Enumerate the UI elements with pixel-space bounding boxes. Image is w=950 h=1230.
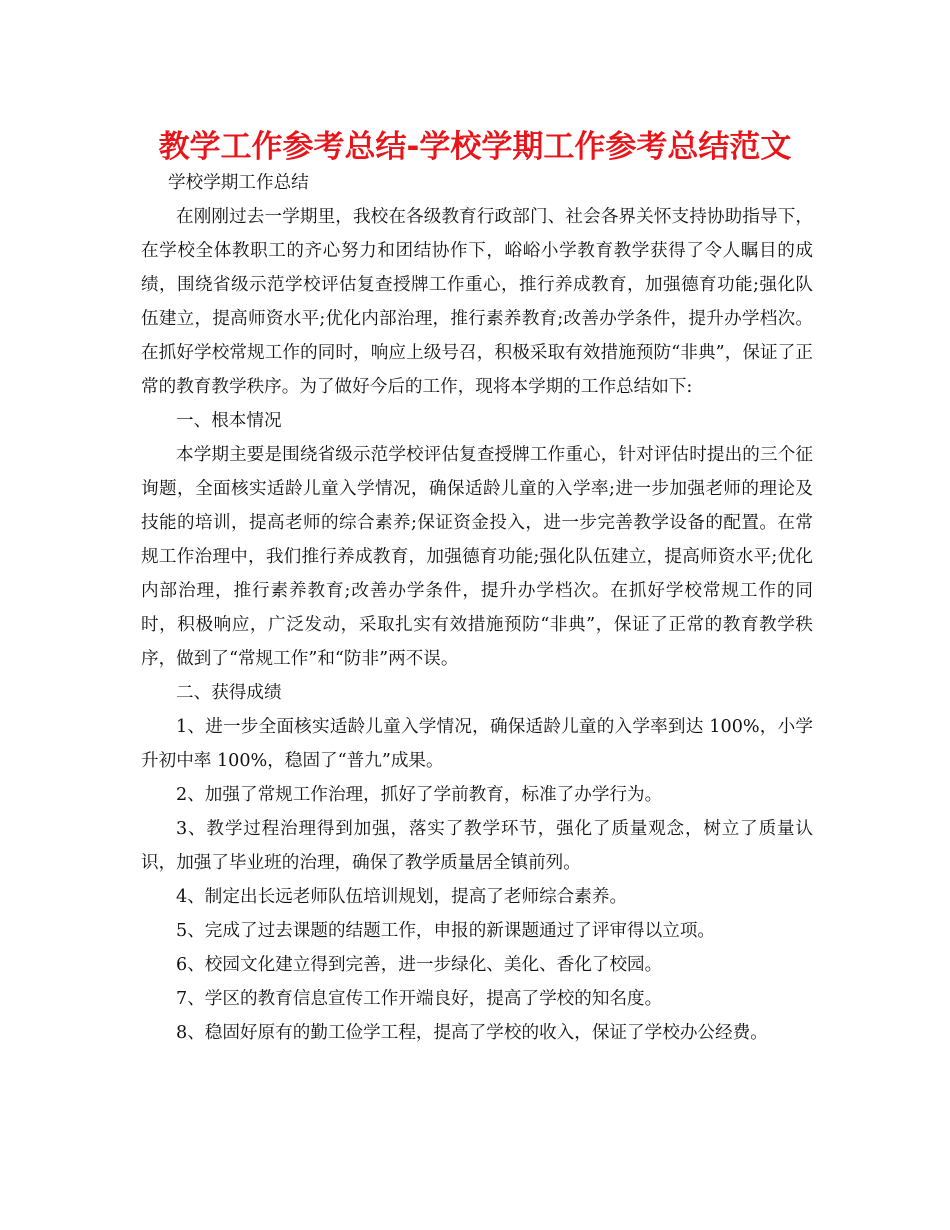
section-heading-basic-situation: 一、根本情况 [176, 411, 282, 431]
achievement-item-7: 7、学区的教育信息宣传工作开端良好，提高了学校的知名度。 [176, 989, 663, 1009]
achievement-item-2: 2、加强了常规工作治理，抓好了学前教育，标准了办学行为。 [176, 785, 663, 805]
document-title: 教学工作参考总结-学校学期工作参考总结范文 [158, 129, 792, 165]
achievement-item-5: 5、完成了过去课题的结题工作，申报的新课题通过了评审得以立项。 [176, 921, 716, 941]
subtitle-paragraph: 学校学期工作总结 [168, 173, 309, 193]
achievement-item-6: 6、校园文化建立得到完善，进一步绿化、美化、香化了校园。 [176, 955, 663, 975]
basic-situation-paragraph: 本学期主要是围绕省级示范学校评估复查授牌工作重心，针对评估时提出的三个征询题，全面核实适龄儿童入学情况，确保适龄儿童的入学率;进一步加强老师的理论及技能的培训，提高老师的综合素养;保证资金投入，进一步完善教学设备的配置。在常规工作治理中，我们推行养成教育，加强德育功能;强化队伍建立，提高师资水平;优化内部治理，推行素养教育;改善办学条件，提升办学档次。在抓好学校常规工作的同时，积极响应，广泛发动，采取扎实有效措施预防“非典”，保证了正常的教育教学秩序，做到了“常规工作”和“防非”两不误。 [141, 445, 813, 669]
achievement-item-3: 3、教学过程治理得到加强，落实了教学环节，强化了质量观念，树立了质量认识，加强了毕业班的治理，确保了教学质量居全镇前列。 [141, 819, 813, 873]
intro-paragraph: 在刚刚过去一学期里，我校在各级教育行政部门、社会各界关怀支持协助指导下，在学校全体教职工的齐心努力和团结协作下，峪峪小学教育教学获得了令人瞩目的成绩，围绕省级示范学校评估复查授牌工作重心，推行养成教育，加强德育功能;强化队伍建立，提高师资水平;优化内部治理，推行素养教育;改善办学条件，提升办学档次。在抓好学校常规工作的同时，响应上级号召，积极采取有效措施预防“非典”，保证了正常的教育教学秩序。为了做好今后的工作，现将本学期的工作总结如下: [141, 207, 813, 397]
achievement-item-8: 8、稳固好原有的勤工俭学工程，提高了学校的收入，保证了学校办公经费。 [176, 1023, 768, 1043]
achievement-item-4: 4、制定出长远老师队伍培训规划，提高了老师综合素养。 [176, 887, 628, 907]
section-heading-achievements: 二、获得成绩 [176, 683, 282, 703]
document-body [141, 166, 813, 1050]
achievement-item-1: 1、进一步全面核实适龄儿童入学情况，确保适龄儿童的入学率到达 100%，小学升初中率 100%，稳固了“普九”成果。 [141, 717, 813, 771]
